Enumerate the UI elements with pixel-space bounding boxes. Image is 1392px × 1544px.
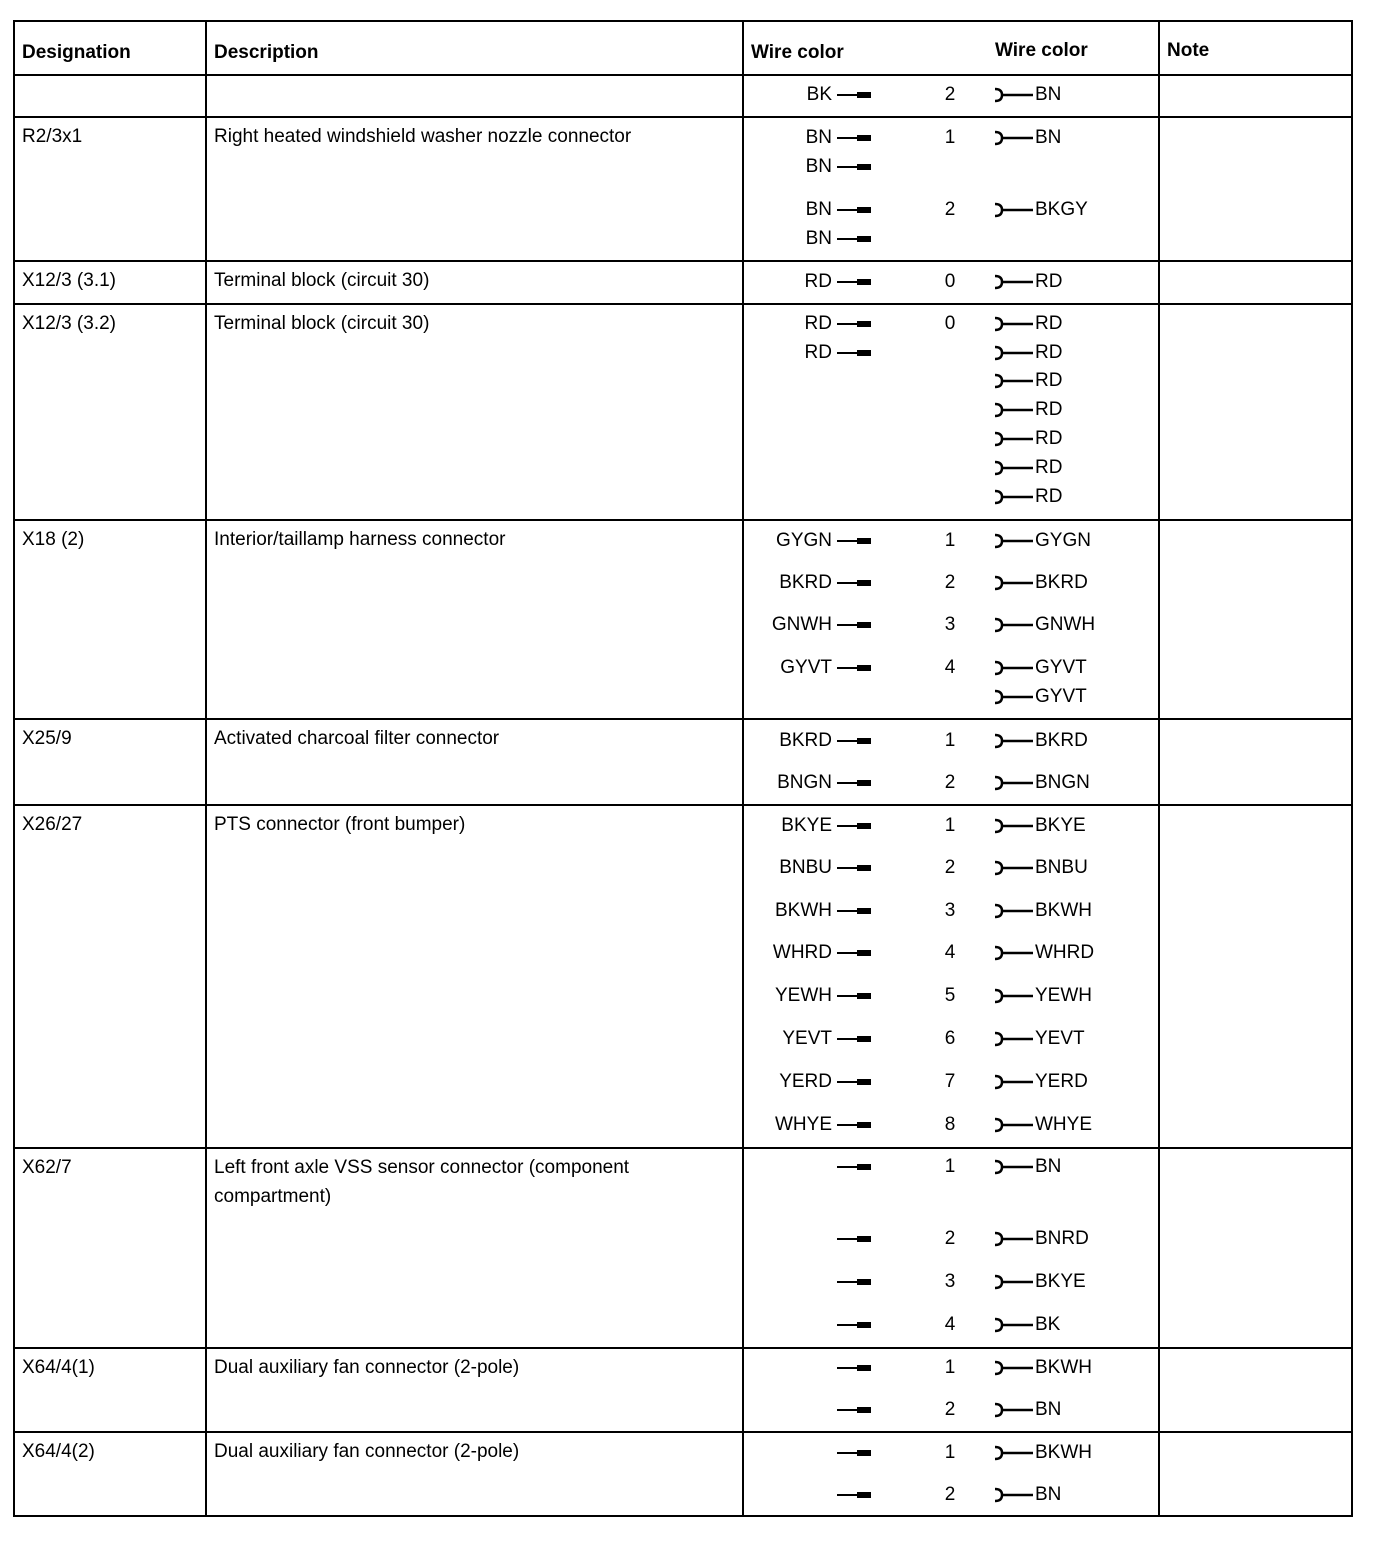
socket-connector-icon <box>993 1231 1033 1247</box>
socket-connector-icon <box>993 945 1033 961</box>
left-wire-label: BKWH <box>775 900 832 921</box>
row-designation: X26/27 <box>22 814 83 835</box>
socket-connector-icon <box>993 316 1033 332</box>
socket-connector-icon <box>993 988 1033 1004</box>
right-wire-color <box>993 486 1062 508</box>
plug-connector-icon <box>837 738 871 744</box>
socket-connector-icon <box>993 345 1033 361</box>
socket-connector-icon <box>993 903 1033 919</box>
row-divider <box>15 116 1351 118</box>
right-wire-label: RD <box>1035 399 1063 420</box>
right-wire-label: BN <box>1035 127 1062 148</box>
connector-table <box>13 20 1353 1517</box>
right-wire-color <box>993 199 1088 221</box>
right-wire-label: BK <box>1035 1314 1061 1335</box>
socket-connector-icon <box>993 402 1033 418</box>
right-wire-label: BKWH <box>1035 900 1092 921</box>
socket-connector-icon <box>993 431 1033 447</box>
right-wire-color <box>993 1484 1061 1506</box>
left-wire-color <box>15 942 871 964</box>
left-wire-color <box>15 1156 871 1178</box>
left-wire-label: RD <box>804 342 832 363</box>
socket-connector-icon <box>993 1074 1033 1090</box>
right-wire-color <box>993 1114 1092 1136</box>
pin-number: 1 <box>944 815 956 836</box>
left-wire-color <box>15 614 871 636</box>
row-description: Terminal block (circuit 30) <box>214 313 430 334</box>
plug-connector-icon <box>837 207 871 213</box>
socket-connector-icon <box>993 1402 1033 1418</box>
header-note: Note <box>1167 40 1210 61</box>
right-wire-color <box>993 1071 1088 1093</box>
socket-connector-icon <box>993 660 1033 676</box>
left-wire-color <box>15 1114 871 1136</box>
right-wire-color <box>993 686 1087 708</box>
left-wire-label: GNWH <box>771 614 832 635</box>
socket-connector-icon <box>993 617 1033 633</box>
row-description: Interior/taillamp harness connector <box>214 529 506 550</box>
plug-connector-icon <box>837 622 871 628</box>
socket-connector-icon <box>993 575 1033 591</box>
right-wire-color <box>993 815 1086 837</box>
left-wire-color <box>15 228 871 250</box>
right-wire-label: GYVT <box>1035 686 1087 707</box>
right-wire-color <box>993 428 1062 450</box>
row-description: Terminal block (circuit 30) <box>214 270 430 291</box>
left-wire-label: WHYE <box>775 1114 832 1135</box>
left-wire-label: YERD <box>779 1071 832 1092</box>
right-wire-color <box>993 900 1092 922</box>
left-wire-color <box>15 84 871 106</box>
left-wire-color <box>15 271 871 293</box>
right-wire-label: WHRD <box>1035 942 1095 963</box>
left-wire-color <box>15 1271 871 1293</box>
row-divider <box>15 718 1351 720</box>
pin-number: 3 <box>944 614 956 635</box>
right-wire-label: YEWH <box>1035 985 1092 1006</box>
plug-connector-icon <box>837 823 871 829</box>
left-wire-label: YEVT <box>782 1028 832 1049</box>
right-wire-color <box>993 1357 1092 1379</box>
right-wire-color <box>993 572 1088 594</box>
plug-connector-icon <box>837 580 871 586</box>
left-wire-label: RD <box>804 271 832 292</box>
plug-connector-icon <box>837 1322 871 1328</box>
right-wire-color <box>993 657 1087 679</box>
right-wire-color <box>993 1228 1089 1250</box>
socket-connector-icon <box>993 1360 1033 1376</box>
plug-connector-icon <box>837 1279 871 1285</box>
socket-connector-icon <box>993 87 1033 103</box>
plug-connector-icon <box>837 780 871 786</box>
row-divider <box>15 303 1351 305</box>
right-wire-label: BKYE <box>1035 1271 1086 1292</box>
left-wire-label: GYVT <box>780 657 832 678</box>
column-divider <box>1158 22 1160 1515</box>
plug-connector-icon <box>837 1122 871 1128</box>
right-wire-color <box>993 457 1062 479</box>
plug-connector-icon <box>837 1236 871 1242</box>
row-description: Left front axle VSS sensor connector (component compartment) <box>214 1157 630 1207</box>
left-wire-color <box>15 657 871 679</box>
left-wire-color <box>15 857 871 879</box>
left-wire-color <box>15 1228 871 1250</box>
socket-connector-icon <box>993 1031 1033 1047</box>
right-wire-color <box>993 1028 1085 1050</box>
right-wire-label: WHYE <box>1035 1114 1092 1135</box>
right-wire-color <box>993 1156 1061 1178</box>
right-wire-color <box>993 857 1088 879</box>
socket-connector-icon <box>993 1159 1033 1175</box>
row-divider <box>15 260 1351 262</box>
right-wire-label: BKWH <box>1035 1442 1092 1463</box>
plug-connector-icon <box>837 993 871 999</box>
left-wire-color <box>15 1071 871 1093</box>
row-divider <box>15 519 1351 521</box>
left-wire-label: BN <box>805 127 832 148</box>
left-wire-color <box>15 730 871 752</box>
right-wire-label: GYVT <box>1035 657 1087 678</box>
row-divider <box>15 74 1351 76</box>
right-wire-color <box>993 271 1062 293</box>
right-wire-color <box>993 1271 1086 1293</box>
row-description: Activated charcoal filter connector <box>214 728 500 749</box>
right-wire-label: GYGN <box>1035 530 1091 551</box>
right-wire-label: RD <box>1035 457 1063 478</box>
pin-number: 0 <box>944 271 956 292</box>
right-wire-label: YERD <box>1035 1071 1088 1092</box>
row-description: Dual auxiliary fan connector (2-pole) <box>214 1357 520 1378</box>
plug-connector-icon <box>837 950 871 956</box>
pin-number: 7 <box>944 1071 956 1092</box>
pin-number: 2 <box>944 1484 956 1505</box>
plug-connector-icon <box>837 1164 871 1170</box>
right-wire-color <box>993 1399 1061 1421</box>
right-wire-color <box>993 84 1061 106</box>
socket-connector-icon <box>993 1445 1033 1461</box>
socket-connector-icon <box>993 1117 1033 1133</box>
right-wire-label: BKRD <box>1035 572 1088 593</box>
right-wire-label: RD <box>1035 370 1063 391</box>
row-designation: R2/3x1 <box>22 126 83 147</box>
left-wire-color <box>15 1314 871 1336</box>
socket-connector-icon <box>993 533 1033 549</box>
left-wire-label: BNBU <box>779 857 832 878</box>
pin-number: 2 <box>944 1228 956 1249</box>
plug-connector-icon <box>837 236 871 242</box>
header-designation: Designation <box>22 42 131 63</box>
right-wire-color <box>993 985 1092 1007</box>
right-wire-label: BKWH <box>1035 1357 1092 1378</box>
row-designation: X12/3 (3.2) <box>22 313 116 334</box>
plug-connector-icon <box>837 538 871 544</box>
plug-connector-icon <box>837 164 871 170</box>
row-designation: X64/4(2) <box>22 1441 95 1462</box>
pin-number: 1 <box>944 530 956 551</box>
socket-connector-icon <box>993 1487 1033 1503</box>
left-wire-color <box>15 127 871 149</box>
right-wire-label: BNBU <box>1035 857 1088 878</box>
socket-connector-icon <box>993 860 1033 876</box>
left-wire-color <box>15 1484 871 1506</box>
left-wire-color <box>15 900 871 922</box>
right-wire-color <box>993 399 1062 421</box>
right-wire-label: BNGN <box>1035 772 1090 793</box>
socket-connector-icon <box>993 1317 1033 1333</box>
plug-connector-icon <box>837 1079 871 1085</box>
right-wire-label: BN <box>1035 1399 1062 1420</box>
right-wire-color <box>993 530 1091 552</box>
pin-number: 0 <box>944 313 956 334</box>
plug-connector-icon <box>837 1450 871 1456</box>
left-wire-color <box>15 815 871 837</box>
socket-connector-icon <box>993 733 1033 749</box>
pin-number: 1 <box>944 1357 956 1378</box>
pin-number: 1 <box>944 127 956 148</box>
left-wire-color <box>15 313 871 335</box>
header-wire-color-left: Wire color <box>751 42 844 63</box>
left-wire-label: GYGN <box>776 530 832 551</box>
plug-connector-icon <box>837 350 871 356</box>
left-wire-color <box>15 1442 871 1464</box>
right-wire-color <box>993 313 1062 335</box>
socket-connector-icon <box>993 130 1033 146</box>
right-wire-label: YEVT <box>1035 1028 1085 1049</box>
socket-connector-icon <box>993 1274 1033 1290</box>
row-description: Dual auxiliary fan connector (2-pole) <box>214 1441 520 1462</box>
left-wire-color <box>15 530 871 552</box>
socket-connector-icon <box>993 373 1033 389</box>
right-wire-color <box>993 730 1088 752</box>
left-wire-color <box>15 772 871 794</box>
row-divider <box>15 1347 1351 1349</box>
right-wire-color <box>993 127 1061 149</box>
right-wire-color <box>993 1314 1060 1336</box>
right-wire-label: BNRD <box>1035 1228 1089 1249</box>
left-wire-label: BN <box>805 228 832 249</box>
pin-number: 2 <box>944 772 956 793</box>
left-wire-color <box>15 199 871 221</box>
socket-connector-icon <box>993 818 1033 834</box>
pin-number: 2 <box>944 857 956 878</box>
left-wire-label: WHRD <box>772 942 832 963</box>
right-wire-label: BN <box>1035 84 1062 105</box>
row-designation: X25/9 <box>22 728 72 749</box>
right-wire-color <box>993 342 1062 364</box>
left-wire-color <box>15 985 871 1007</box>
pin-number: 4 <box>944 1314 956 1335</box>
socket-connector-icon <box>993 202 1033 218</box>
plug-connector-icon <box>837 908 871 914</box>
socket-connector-icon <box>993 489 1033 505</box>
left-wire-label: BKYE <box>781 815 832 836</box>
plug-connector-icon <box>837 1036 871 1042</box>
row-divider <box>15 1431 1351 1433</box>
right-wire-label: GNWH <box>1035 614 1096 635</box>
left-wire-color <box>15 572 871 594</box>
pin-number: 2 <box>944 199 956 220</box>
right-wire-label: RD <box>1035 313 1063 334</box>
right-wire-color <box>993 772 1090 794</box>
pin-number: 2 <box>944 1399 956 1420</box>
plug-connector-icon <box>837 321 871 327</box>
right-wire-color <box>993 942 1094 964</box>
pin-number: 3 <box>944 900 956 921</box>
plug-connector-icon <box>837 92 871 98</box>
right-wire-color <box>993 614 1095 636</box>
right-wire-label: BN <box>1035 1484 1062 1505</box>
left-wire-label: BN <box>805 156 832 177</box>
socket-connector-icon <box>993 274 1033 290</box>
pin-number: 8 <box>944 1114 956 1135</box>
right-wire-label: BKGY <box>1035 199 1088 220</box>
right-wire-color <box>993 1442 1092 1464</box>
plug-connector-icon <box>837 1365 871 1371</box>
plug-connector-icon <box>837 665 871 671</box>
row-designation: X62/7 <box>22 1157 72 1178</box>
pin-number: 1 <box>944 1442 956 1463</box>
right-wire-label: BKYE <box>1035 815 1086 836</box>
plug-connector-icon <box>837 1492 871 1498</box>
left-wire-label: BKRD <box>779 572 832 593</box>
pin-number: 4 <box>944 942 956 963</box>
header-wire-color-right: Wire color <box>995 40 1088 61</box>
plug-connector-icon <box>837 279 871 285</box>
right-wire-label: RD <box>1035 271 1063 292</box>
socket-connector-icon <box>993 775 1033 791</box>
socket-connector-icon <box>993 689 1033 705</box>
left-wire-label: BNGN <box>777 772 832 793</box>
left-wire-label: YEWH <box>775 985 832 1006</box>
right-wire-label: BKRD <box>1035 730 1088 751</box>
left-wire-label: BN <box>805 199 832 220</box>
pin-number: 2 <box>944 84 956 105</box>
row-designation: X18 (2) <box>22 529 85 550</box>
row-description: PTS connector (front bumper) <box>214 814 466 835</box>
pin-number: 1 <box>944 730 956 751</box>
left-wire-label: BKRD <box>779 730 832 751</box>
left-wire-color <box>15 1399 871 1421</box>
pin-number: 2 <box>944 572 956 593</box>
pin-number: 3 <box>944 1271 956 1292</box>
right-wire-label: RD <box>1035 486 1063 507</box>
socket-connector-icon <box>993 460 1033 476</box>
row-designation: X12/3 (3.1) <box>22 270 116 291</box>
right-wire-label: RD <box>1035 428 1063 449</box>
right-wire-label: RD <box>1035 342 1063 363</box>
left-wire-color <box>15 342 871 364</box>
left-wire-color <box>15 1357 871 1379</box>
row-description: Right heated windshield washer nozzle connector <box>214 126 632 147</box>
pin-number: 4 <box>944 657 956 678</box>
row-divider <box>15 804 1351 806</box>
left-wire-color <box>15 156 871 178</box>
plug-connector-icon <box>837 135 871 141</box>
right-wire-label: BN <box>1035 1156 1062 1177</box>
right-wire-color <box>993 370 1062 392</box>
left-wire-label: RD <box>804 313 832 334</box>
pin-number: 5 <box>944 985 956 1006</box>
header-description: Description <box>214 42 319 63</box>
plug-connector-icon <box>837 865 871 871</box>
pin-number: 1 <box>944 1156 956 1177</box>
row-divider <box>15 1147 1351 1149</box>
left-wire-color <box>15 1028 871 1050</box>
left-wire-label: BK <box>806 84 832 105</box>
row-designation: X64/4(1) <box>22 1357 95 1378</box>
plug-connector-icon <box>837 1407 871 1413</box>
pin-number: 6 <box>944 1028 956 1049</box>
